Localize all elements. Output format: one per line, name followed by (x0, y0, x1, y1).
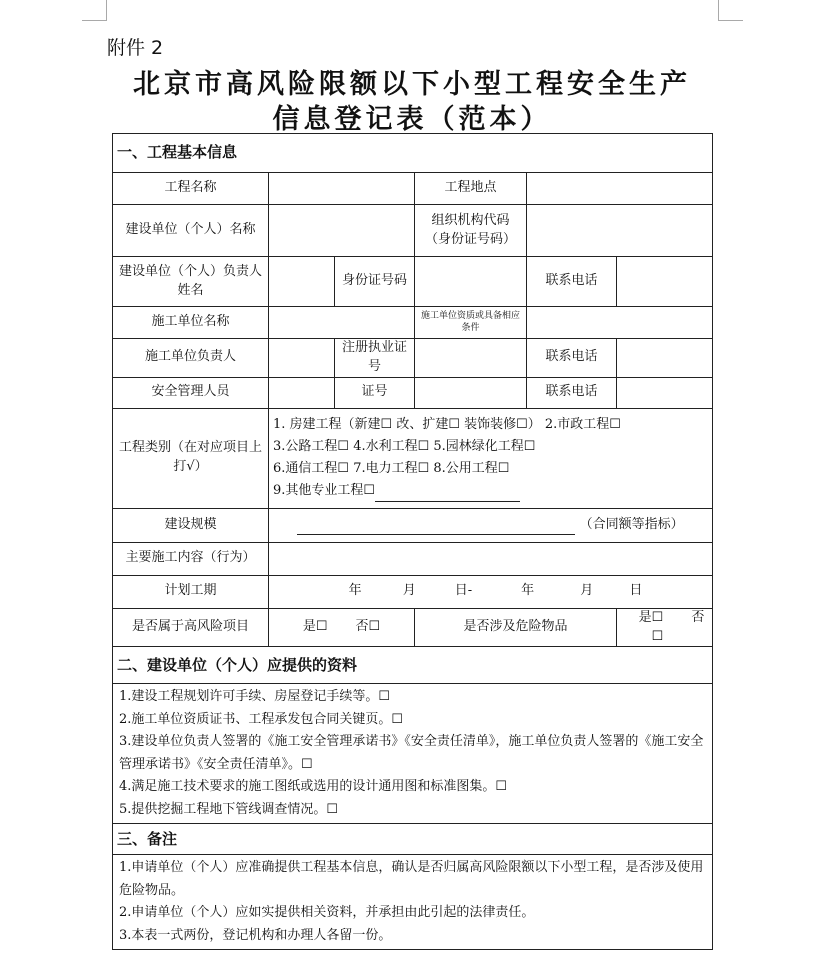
main-content-label: 主要施工内容（行为） (113, 542, 269, 575)
registration-form-table (112, 133, 713, 950)
note-item-1: 1.申请单位（个人）应准确提供工程基本信息，确认是否归属高风险限额以下小型工程，是否涉及使用危险物品。 (119, 860, 704, 898)
contractor-phone-label: 联系电话 (527, 339, 617, 378)
hazardous-yes-checkbox[interactable]: 是☐ (638, 609, 664, 625)
contractor-phone-field[interactable] (617, 339, 713, 378)
hazardous-label: 是否涉及危险物品 (415, 608, 617, 647)
hazardous-no-checkbox[interactable]: 否☐ (651, 609, 705, 644)
registration-cert-label: 注册执业证号 (335, 339, 415, 378)
high-risk-yes-checkbox[interactable]: 是☐ (302, 619, 328, 635)
project-location-field[interactable] (527, 173, 713, 205)
section2-materials-list (113, 684, 713, 824)
contractor-name-label: 施工单位名称 (113, 307, 269, 339)
safety-manager-label: 安全管理人员 (113, 377, 269, 408)
form-title-line1: 北京市高风险限额以下小型工程安全生产 (133, 69, 691, 100)
attachment-label: 附件 2 (107, 37, 164, 59)
note-item-2: 2.申请单位（个人）应如实提供相关资料，并承担由此引起的法律责任。 (119, 905, 535, 921)
scale-label: 建设规模 (113, 508, 269, 542)
material-item-4[interactable]: 4.满足施工技术要求的施工图纸或选用的设计通用图和标准图集。☐ (119, 779, 508, 795)
contact-phone-label: 联系电话 (527, 257, 617, 307)
org-code-label: 组织机构代码（身份证号码） (415, 205, 527, 257)
builder-unit-name-label: 建设单位（个人）名称 (113, 205, 269, 257)
material-item-5[interactable]: 5.提供挖掘工程地下管线调查情况。☐ (119, 801, 339, 817)
section1-heading: 一、工程基本信息 (113, 134, 713, 173)
period-start-month: 月 (402, 583, 416, 599)
section3-notes-list (113, 855, 713, 950)
other-project-type-blank[interactable] (375, 488, 520, 502)
project-type-label: 工程类别（在对应项目上打√） (113, 408, 269, 508)
scale-blank[interactable] (297, 521, 575, 535)
crop-mark-left (82, 0, 107, 21)
project-type-line-3[interactable]: 6.通信工程☐ 7.电力工程☐ 8.公用工程☐ (273, 461, 510, 477)
contractor-head-label: 施工单位负责人 (113, 339, 269, 378)
id-number-label: 身份证号码 (335, 257, 415, 307)
period-start-day: 日- (454, 583, 473, 599)
project-name-field[interactable] (269, 173, 415, 205)
form-title-line2: 信息登记表（范本） (272, 104, 552, 135)
safety-manager-field[interactable] (269, 377, 335, 408)
material-item-1[interactable]: 1.建设工程规划许可手续、房屋登记手续等。☐ (119, 689, 391, 705)
contractor-qualification-label: 施工单位资质或具备相应条件 (415, 307, 527, 339)
note-item-3: 3.本表一式两份，登记机构和办理人各留一份。 (119, 927, 392, 943)
project-type-options[interactable] (269, 408, 713, 508)
main-content-field[interactable] (269, 542, 713, 575)
plan-period-field[interactable] (269, 575, 713, 608)
cert-no-label: 证号 (335, 377, 415, 408)
other-project-type-text: 9.其他专业工程☐ (273, 483, 376, 499)
cert-no-field[interactable] (415, 377, 527, 408)
registration-cert-field[interactable] (415, 339, 527, 378)
project-type-line-4[interactable] (273, 480, 708, 502)
plan-period-label: 计划工期 (113, 575, 269, 608)
project-type-line-2[interactable]: 3.公路工程☐ 4.水利工程☐ 5.园林绿化工程☐ (273, 439, 536, 455)
contractor-qualification-field[interactable] (527, 307, 713, 339)
section3-heading: 三、备注 (113, 824, 713, 855)
period-start-year: 年 (348, 583, 362, 599)
high-risk-options[interactable] (269, 608, 415, 647)
high-risk-no-checkbox[interactable]: 否☐ (355, 619, 381, 635)
contractor-head-field[interactable] (269, 339, 335, 378)
contact-phone-field[interactable] (617, 257, 713, 307)
material-item-2[interactable]: 2.施工单位资质证书、工程承发包合同关键页。☐ (119, 711, 404, 727)
builder-head-name-field[interactable] (269, 257, 335, 307)
period-end-month: 月 (580, 583, 594, 599)
period-end-year: 年 (521, 583, 535, 599)
material-item-3[interactable]: 3.建设单位负责人签署的《施工安全管理承诺书》《安全责任清单》，施工单位负责人签署的《施工安全管理承诺书》《安全责任清单》。☐ (119, 734, 704, 772)
builder-head-name-label: 建设单位（个人）负责人姓名 (113, 257, 269, 307)
safety-phone-label: 联系电话 (527, 377, 617, 408)
crop-mark-right (718, 0, 743, 21)
period-end-day: 日 (629, 583, 643, 599)
section2-heading: 二、建设单位（个人）应提供的资料 (113, 647, 713, 684)
safety-phone-field[interactable] (617, 377, 713, 408)
high-risk-label: 是否属于高风险项目 (113, 608, 269, 647)
project-location-label: 工程地点 (415, 173, 527, 205)
builder-unit-name-field[interactable] (269, 205, 415, 257)
scale-suffix: （合同额等指标） (579, 516, 684, 532)
project-type-line-1[interactable]: 1. 房建工程（新建☐ 改、扩建☐ 装饰装修☐） 2.市政工程☐ (273, 417, 621, 433)
org-code-field[interactable] (527, 205, 713, 257)
scale-field[interactable] (269, 508, 713, 542)
project-name-label: 工程名称 (113, 173, 269, 205)
contractor-name-field[interactable] (269, 307, 415, 339)
hazardous-options[interactable] (617, 608, 713, 647)
id-number-field[interactable] (415, 257, 527, 307)
